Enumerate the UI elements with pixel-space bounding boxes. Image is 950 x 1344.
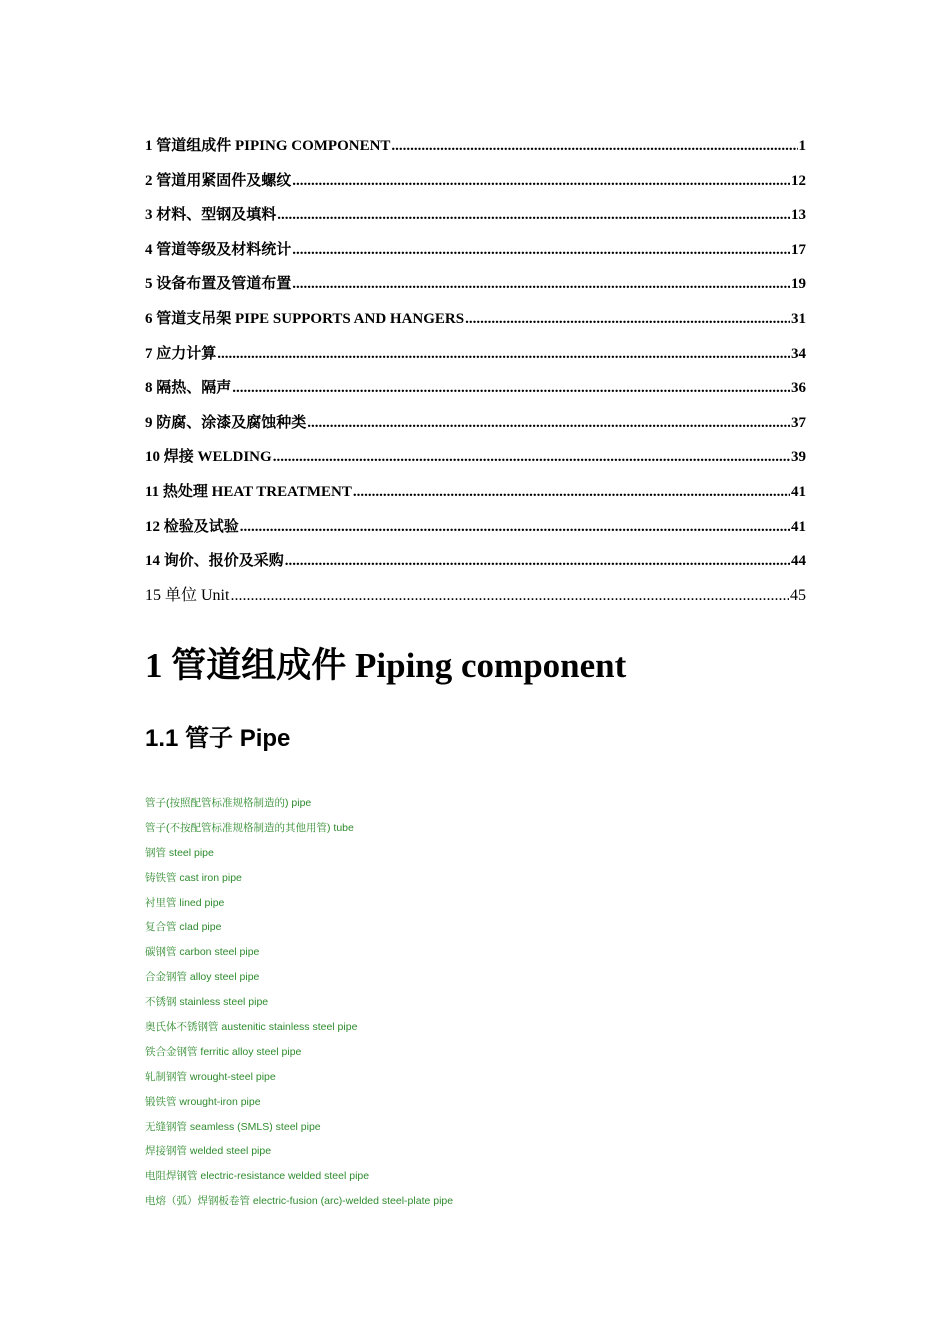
table-of-contents	[145, 134, 806, 618]
toc-leader-dots	[292, 272, 790, 296]
toc-leader-dots	[277, 203, 790, 227]
toc-entry[interactable]	[145, 169, 806, 204]
list-item: 焊接钢管 welded steel pipe	[145, 1145, 272, 1158]
toc-leader-dots	[307, 411, 790, 435]
toc-leader-dots	[292, 169, 790, 193]
list-item: 不锈钢 stainless steel pipe	[145, 996, 269, 1009]
list-item: 碳钢管 carbon steel pipe	[145, 946, 260, 959]
toc-entry-title: 6 管道支吊架 PIPE SUPPORTS AND HANGERS	[145, 310, 465, 327]
list-item: 衬里管 lined pipe	[145, 896, 225, 909]
list-item: 锻铁管 wrought-iron pipe	[145, 1095, 261, 1108]
toc-entry[interactable]	[145, 307, 806, 342]
toc-entry-title: 9 防腐、涂漆及腐蚀种类	[145, 414, 307, 431]
toc-entry-page: 13	[791, 207, 806, 224]
list-item: 奥氏体不锈钢管 austenitic stainless steel pipe	[145, 1021, 358, 1034]
list-item: 管子(按照配管标准规格制造的) pipe	[145, 797, 312, 809]
toc-entry-page: 17	[791, 241, 806, 258]
toc-entry[interactable]	[145, 584, 806, 619]
toc-entry-page: 19	[791, 276, 806, 293]
term-list	[145, 792, 806, 1215]
toc-entry-title: 12 检验及试验	[145, 518, 239, 535]
toc-entry-page: 12	[791, 172, 806, 189]
toc-entry[interactable]	[145, 445, 806, 480]
toc-entry-title: 5 设备布置及管道布置	[145, 276, 292, 293]
toc-entry[interactable]	[145, 411, 806, 446]
toc-entry-page: 41	[791, 483, 806, 500]
toc-leader-dots	[465, 307, 790, 331]
list-item: 复合管 clad pipe	[145, 921, 222, 934]
toc-entry-title: 10 焊接 WELDING	[145, 449, 272, 466]
toc-entry-title: 14 询价、报价及采购	[145, 553, 284, 570]
toc-entry-title: 7 应力计算	[145, 345, 217, 362]
toc-leader-dots	[391, 134, 797, 158]
toc-entry-title: 1 管道组成件 PIPING COMPONENT	[145, 138, 391, 154]
toc-entry-page: 39	[791, 449, 806, 466]
toc-entry-title: 4 管道等级及材料统计	[145, 241, 292, 258]
toc-leader-dots	[292, 238, 790, 262]
toc-entry-title: 2 管道用紧固件及螺纹	[145, 172, 292, 189]
toc-leader-dots	[217, 342, 790, 366]
toc-entry-page: 36	[791, 380, 806, 397]
heading-piping-component: 1 管道组成件 Piping component	[145, 646, 627, 685]
toc-entry[interactable]	[145, 342, 806, 377]
toc-entry-page: 41	[791, 518, 806, 535]
toc-leader-dots	[285, 549, 790, 573]
toc-leader-dots	[273, 445, 790, 469]
toc-entry-page: 45	[790, 586, 806, 604]
toc-entry[interactable]	[145, 238, 806, 273]
toc-entry-page: 34	[791, 345, 806, 362]
toc-entry[interactable]	[145, 134, 806, 169]
toc-leader-dots	[353, 480, 790, 504]
list-item: 钢管 steel pipe	[145, 846, 214, 859]
toc-entry-title: 11 热处理 HEAT TREATMENT	[145, 483, 352, 500]
heading-pipe: 1.1 管子 Pipe	[145, 725, 291, 752]
toc-entry-title: 15 单位 Unit	[145, 586, 230, 604]
list-item: 轧制钢管 wrought-steel pipe	[145, 1070, 276, 1083]
toc-entry[interactable]	[145, 515, 806, 550]
toc-entry[interactable]	[145, 376, 806, 411]
list-item: 电阻焊钢管 electric-resistance welded steel pipe	[145, 1170, 370, 1183]
toc-entry-page: 37	[791, 414, 806, 431]
list-item: 合金钢管 alloy steel pipe	[145, 971, 260, 984]
toc-leader-dots	[240, 515, 790, 539]
toc-leader-dots	[232, 376, 790, 400]
toc-entry-title: 3 材料、型钢及填料	[145, 207, 277, 224]
toc-entry-page: 1	[798, 138, 806, 154]
toc-entry-page: 44	[791, 553, 806, 570]
list-item: 无缝钢管 seamless (SMLS) steel pipe	[145, 1120, 321, 1133]
list-item: 铁合金钢管 ferritic alloy steel pipe	[145, 1045, 302, 1058]
list-item: 电熔（弧）焊钢板卷管 electric-fusion (arc)-welded steel-plate pipe	[145, 1195, 454, 1208]
toc-entry-title: 8 隔热、隔声	[145, 380, 232, 397]
toc-leader-dots	[230, 584, 789, 608]
list-item: 铸铁管 cast iron pipe	[145, 871, 242, 884]
toc-entry[interactable]	[145, 203, 806, 238]
toc-entry[interactable]	[145, 549, 806, 584]
toc-entry[interactable]	[145, 480, 806, 515]
toc-entry-page: 31	[791, 310, 806, 327]
list-item: 管子(不按配管标准规格制造的其他用管) tube	[145, 821, 354, 834]
toc-entry[interactable]	[145, 272, 806, 307]
